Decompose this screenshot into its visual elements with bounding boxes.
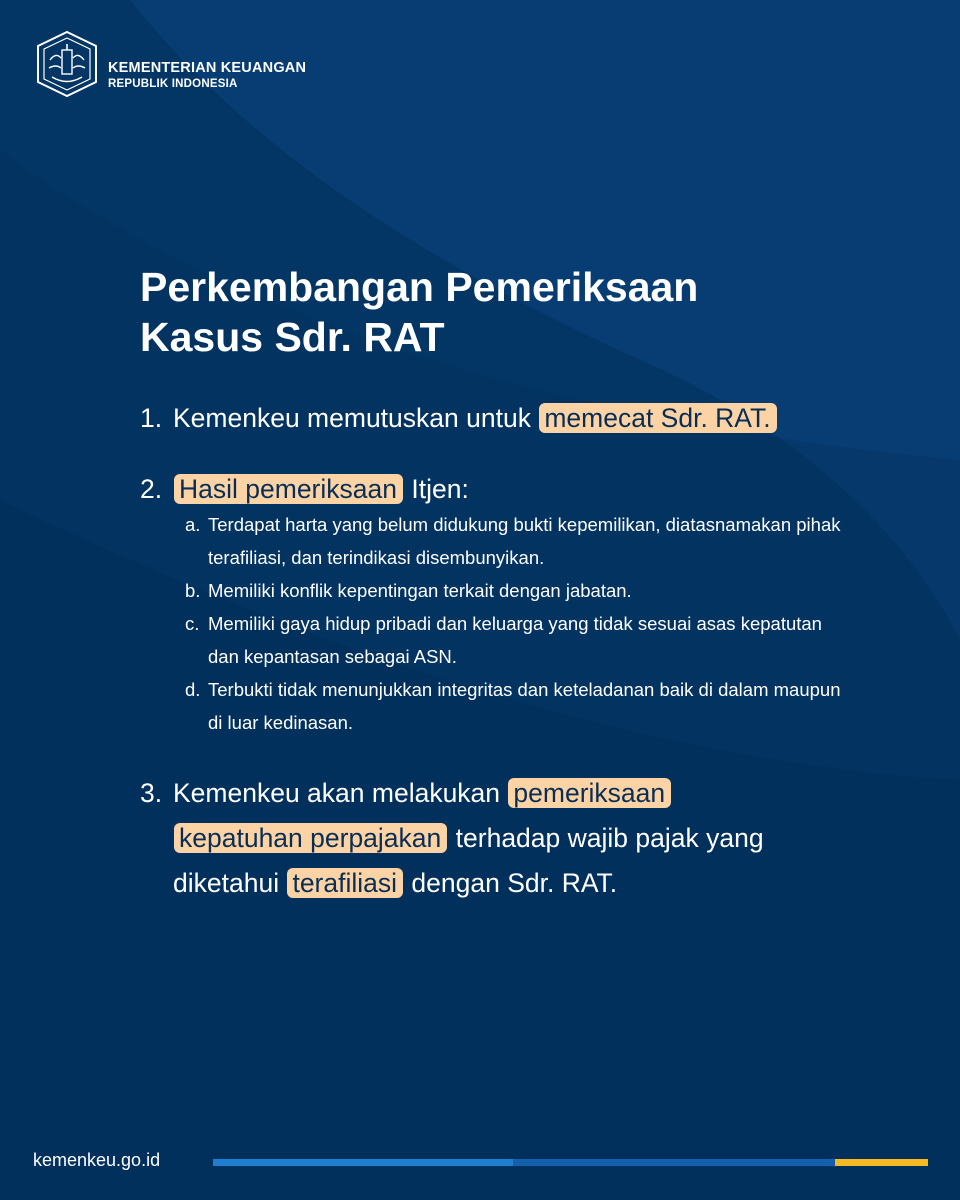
- page-title: [140, 262, 840, 362]
- title-line-1: Perkembangan Pemeriksaan: [140, 264, 699, 310]
- sublist-letter: a.: [185, 514, 201, 535]
- title-line-2: Kasus Sdr. RAT: [140, 314, 445, 360]
- point-3-text-1: Kemenkeu akan melakukan: [173, 778, 501, 808]
- point-2-text: Itjen:: [411, 474, 469, 504]
- sublist-text: Terbukti tidak menunjukkan integritas dan keteladanan baik di dalam maupun di luar kedinasan.: [208, 679, 841, 733]
- sublist-item-c: [185, 607, 845, 673]
- point-3-line-3: [140, 861, 764, 906]
- footer-bar-segment-3: [835, 1159, 928, 1166]
- footer-bar-segment-2: [513, 1159, 835, 1166]
- point-2: [140, 467, 469, 511]
- sublist-letter: d.: [185, 679, 201, 700]
- sublist-letter: c.: [185, 613, 200, 634]
- point-1-text: Kemenkeu memutuskan untuk: [173, 403, 531, 433]
- sublist-item-b: [185, 574, 845, 607]
- sublist-text: Memiliki gaya hidup pribadi dan keluarga yang tidak sesuai asas kepatutan dan kepantasan sebagai ASN.: [208, 613, 822, 667]
- org-name-text: KEMENTERIAN KEUANGAN: [108, 60, 307, 76]
- website-link[interactable]: kemenkeu.go.id: [33, 1150, 161, 1170]
- point-3-highlight-3: terafiliasi: [287, 868, 403, 898]
- point-2-highlight: Hasil pemeriksaan: [174, 474, 403, 504]
- sublist-text: Terdapat harta yang belum didukung bukti kepemilikan, diatasnamakan pihak terafiliasi, dan terindikasi disembunyikan.: [208, 514, 841, 568]
- point-3-text-2: terhadap wajib pajak yang: [455, 823, 764, 853]
- point-1-number: 1.: [140, 403, 163, 433]
- sublist-item-a: [185, 508, 845, 574]
- point-1: [140, 396, 778, 440]
- point-3-highlight-2: kepatuhan perpajakan: [174, 823, 447, 853]
- org-subtitle-text: REPUBLIK INDONESIA: [108, 78, 238, 90]
- sublist-letter: b.: [185, 580, 201, 601]
- sublist-item-d: [185, 673, 845, 739]
- footer-bar-segment-1: [213, 1159, 513, 1166]
- point-3-text-4: dengan Sdr. RAT.: [411, 868, 618, 898]
- sublist-text: Memiliki konflik kepentingan terkait dengan jabatan.: [208, 580, 632, 601]
- ministry-emblem-icon: [34, 30, 100, 98]
- point-2-number: 2.: [140, 474, 163, 504]
- point-3-highlight-1: pemeriksaan: [508, 778, 671, 808]
- point-3: [140, 771, 764, 906]
- point-2-sublist: [185, 508, 845, 739]
- point-3-text-3: diketahui: [173, 868, 280, 898]
- point-3-line-2: [140, 816, 764, 861]
- point-1-highlight: memecat Sdr. RAT.: [539, 403, 776, 433]
- point-3-number: 3.: [140, 778, 163, 808]
- point-3-line-1: [140, 771, 764, 816]
- organization-name: [108, 60, 306, 92]
